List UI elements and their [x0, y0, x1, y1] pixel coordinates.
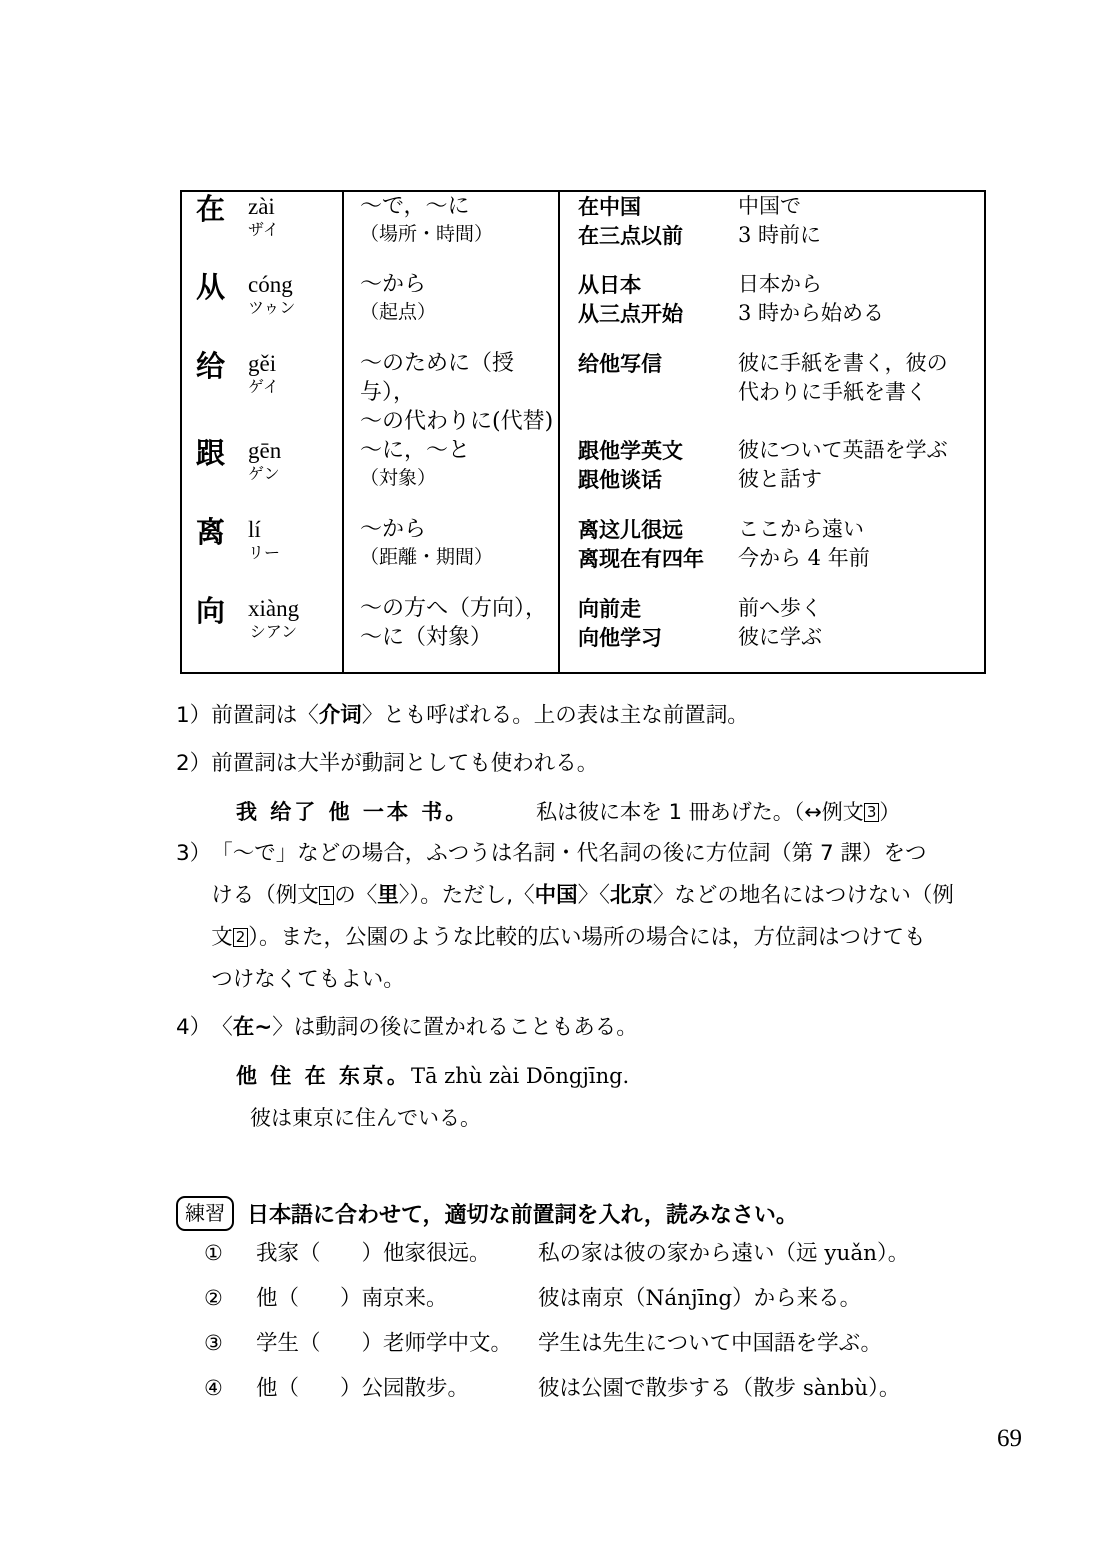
example-japanese: 彼について英語を学ぶ — [738, 438, 948, 462]
note-text — [211, 833, 988, 1001]
hanzi-character: 离 — [196, 515, 226, 549]
example-japanese: 3 時前に — [738, 223, 822, 247]
note-line: つけなくてもよい。 — [211, 967, 405, 992]
note-line: 文 2 ）。また，公園のような比較的広い場所の場合には，方位詞はつけても — [211, 925, 926, 950]
example-chinese: 给他写信 — [578, 351, 662, 376]
preposition-table — [180, 190, 986, 674]
question-after-blank: ）南京来。 — [340, 1286, 448, 1311]
table-cell-examples — [559, 515, 985, 594]
question-before-blank: 他（ — [256, 1376, 300, 1401]
table-cell-headword — [181, 191, 343, 270]
note-text-emphasis: 在~ — [232, 1015, 273, 1040]
question-before-blank: 他（ — [256, 1286, 300, 1311]
pinyin-text: xiàng — [248, 596, 300, 621]
example-chinese-sentence: 他 住 在 东京。 — [236, 1063, 411, 1088]
example-chinese: 跟他学英文 — [578, 438, 683, 463]
exercise-item-number: ① — [204, 1241, 223, 1265]
note-item-3 — [176, 833, 988, 1001]
example-pair — [560, 192, 984, 221]
exercise-item — [176, 1321, 988, 1366]
note-text — [211, 743, 988, 785]
meaning-sub: （対象） — [360, 467, 437, 489]
note-number: 4） — [176, 1015, 212, 1040]
katakana-text: ザイ — [248, 220, 279, 239]
example-chinese: 向他学习 — [578, 625, 662, 650]
pinyin-text: zài — [248, 194, 275, 219]
boxed-reference-number: 1 — [319, 886, 335, 905]
table-row — [181, 191, 985, 270]
example-pair — [560, 544, 984, 573]
note-text — [211, 1007, 988, 1049]
table-row — [181, 594, 985, 673]
note-line: 「〜で」などの場合，ふつうは名詞・代名詞の後に方位詞（第 7 課）をつ — [211, 841, 927, 866]
exercise-item — [176, 1276, 988, 1321]
exercise-question — [256, 1366, 538, 1411]
example-pair — [560, 594, 984, 623]
example-pair — [560, 465, 984, 494]
example-chinese: 从三点开始 — [578, 301, 683, 326]
example-japanese: 彼と話す — [738, 467, 822, 491]
hanzi-character: 在 — [196, 192, 226, 226]
example-pair — [560, 623, 984, 652]
example-chinese: 从日本 — [578, 272, 641, 297]
table-cell-examples — [559, 436, 985, 515]
translation-tail: ） — [879, 800, 901, 824]
question-before-blank: 学生（ — [256, 1331, 321, 1356]
table-cell-examples — [559, 270, 985, 349]
table-cell-headword — [181, 594, 343, 673]
exercise-item — [176, 1231, 988, 1276]
example-chinese: 向前走 — [578, 596, 641, 621]
answer-blank[interactable] — [299, 1366, 340, 1411]
note-text-part: 〉は動詞の後に置かれることもある。 — [272, 1015, 638, 1040]
note-4-example-translation: 彼は東京に住んでいる。 — [250, 1106, 481, 1130]
katakana-text: ゲン — [248, 464, 280, 483]
pinyin-text: cóng — [248, 272, 293, 297]
example-pair — [560, 515, 984, 544]
meaning-main: 〜の方へ（方向）， — [360, 596, 548, 621]
katakana-text: シアン — [249, 622, 298, 641]
example-japanese: 前へ歩く — [738, 596, 822, 620]
exercise-item-number: ③ — [204, 1331, 223, 1355]
example-chinese: 离现在有四年 — [578, 546, 704, 571]
exercise-question — [256, 1321, 538, 1366]
meaning-sub: （起点） — [360, 301, 437, 323]
exercise-translation: 学生は先生について中国語を学ぶ。 — [538, 1331, 883, 1356]
note-line: ける（例文 1 の〈里〉）。ただし,〈中国〉〈北京〉などの地名にはつけない（例 — [211, 883, 954, 908]
exercise-item-number: ② — [204, 1286, 223, 1310]
note-number: 3） — [176, 841, 212, 866]
note-item-1 — [176, 695, 988, 737]
meaning-sub: 〜に（対象） — [360, 625, 493, 650]
hanzi-character: 给 — [196, 349, 226, 383]
example-japanese: 中国で — [738, 194, 801, 218]
table-cell-meaning — [343, 270, 559, 349]
example-japanese: ここから遠い — [738, 517, 864, 541]
table-cell-meaning — [343, 515, 559, 594]
note-text-emphasis: 中国 — [534, 883, 578, 908]
example-japanese: 今から 4 年前 — [738, 546, 870, 570]
meaning-main: 〜から — [360, 272, 427, 297]
table-cell-examples — [559, 349, 985, 436]
table-cell-meaning — [343, 436, 559, 515]
table-row — [181, 515, 985, 594]
answer-blank[interactable] — [321, 1231, 362, 1276]
exercise-question — [256, 1276, 538, 1321]
example-japanese-translation — [536, 791, 988, 833]
note-text-part: 〉とも呼ばれる。上の表は主な前置詞。 — [361, 703, 749, 728]
example-pair — [560, 270, 984, 299]
note-text-part: 前置詞は大半が動詞としても使われる。 — [211, 751, 599, 776]
example-chinese-sentence: 我 给了 他 一本 书。 — [236, 799, 470, 824]
katakana-text: ツゥン — [248, 298, 296, 317]
note-text-emphasis: 介词 — [318, 703, 362, 728]
note-item-2 — [176, 743, 988, 785]
table-row — [181, 436, 985, 515]
example-japanese-continuation: 代わりに手紙を書く — [738, 380, 927, 404]
katakana-text: ゲイ — [248, 377, 279, 396]
table-cell-headword — [181, 515, 343, 594]
translation-text: 私は彼に本を 1 冊あげた。（↔例文 — [536, 800, 864, 824]
answer-blank[interactable] — [321, 1321, 362, 1366]
note-text — [211, 695, 988, 737]
pinyin-text: gěi — [248, 351, 277, 376]
note-2-example — [176, 791, 988, 833]
table-row — [181, 349, 985, 436]
example-pair — [560, 349, 984, 378]
meaning-sub: （距離・期間） — [360, 546, 494, 568]
note-number: 2） — [176, 751, 212, 776]
exercise-badge: 練習 — [176, 1196, 234, 1231]
note-4-example-sentence — [176, 1055, 988, 1097]
exercise-section — [176, 1196, 988, 1411]
note-text-emphasis: 里 — [377, 883, 399, 908]
meaning-main: 〜のために（授与）， — [360, 351, 515, 405]
meaning-sub: （場所・時間） — [360, 223, 494, 245]
example-pair — [560, 436, 984, 465]
example-japanese: 3 時から始める — [738, 301, 885, 325]
note-text-emphasis: 北京 — [609, 883, 653, 908]
example-chinese: 在三点以前 — [578, 223, 683, 248]
exercise-translation: 彼は南京（Nánjīng）から来る。 — [538, 1286, 862, 1311]
table-cell-meaning — [343, 594, 559, 673]
notes-section — [176, 695, 988, 1139]
question-before-blank: 我家（ — [256, 1241, 321, 1266]
exercise-translation: 彼は公園で散歩する（散步 sànbù）。 — [538, 1376, 901, 1401]
example-chinese: 离这儿很远 — [578, 517, 683, 542]
table-cell-headword — [181, 270, 343, 349]
example-chinese: 在中国 — [578, 194, 641, 219]
pinyin-text: lí — [248, 517, 261, 542]
note-number: 1） — [176, 703, 212, 728]
table-cell-meaning — [343, 191, 559, 270]
boxed-reference-number: 3 — [864, 803, 880, 822]
meaning-main: 〜に，〜と — [360, 438, 471, 463]
table-cell-examples — [559, 191, 985, 270]
exercise-item — [176, 1366, 988, 1411]
example-pinyin: Tā zhù zài Dōngjīng. — [410, 1064, 630, 1088]
note-text-part: 〈 — [211, 1015, 233, 1040]
table-cell-meaning — [343, 349, 559, 436]
answer-blank[interactable] — [299, 1276, 340, 1321]
table-row — [181, 270, 985, 349]
example-japanese: 彼に手紙を書く，彼の — [738, 351, 948, 375]
exercise-item-number: ④ — [204, 1376, 223, 1400]
table-cell-examples — [559, 594, 985, 673]
note-text-part: 前置詞は〈 — [211, 703, 319, 728]
exercise-translation: 私の家は彼の家から遠い（远 yuǎn）。 — [538, 1241, 910, 1266]
hanzi-character: 向 — [196, 594, 226, 628]
table-cell-headword — [181, 436, 343, 515]
example-pair — [560, 221, 984, 250]
meaning-sub: 〜の代わりに(代替) — [360, 409, 554, 434]
exercise-title: 日本語に合わせて，適切な前置詞を入れ，読みなさい。 — [247, 1203, 798, 1228]
meaning-main: 〜で，〜に — [360, 194, 470, 219]
question-after-blank: ）老师学中文。 — [361, 1331, 513, 1356]
pinyin-text: gēn — [248, 438, 282, 463]
exercise-question — [256, 1231, 538, 1276]
example-chinese: 跟他谈话 — [578, 467, 662, 492]
page-number: 69 — [997, 1425, 1022, 1452]
meaning-main: 〜から — [360, 517, 427, 542]
question-after-blank: ）他家很远。 — [361, 1241, 491, 1266]
example-japanese: 彼に学ぶ — [738, 625, 822, 649]
example-japanese: 日本から — [738, 272, 822, 296]
katakana-text: リー — [248, 543, 281, 562]
hanzi-character: 从 — [196, 270, 226, 304]
hanzi-character: 跟 — [196, 436, 226, 470]
exercise-header — [176, 1196, 988, 1231]
question-after-blank: ）公园散步。 — [340, 1376, 470, 1401]
note-item-4 — [176, 1007, 988, 1049]
boxed-reference-number: 2 — [233, 928, 249, 947]
table-cell-headword — [181, 349, 343, 436]
example-pair — [560, 299, 984, 328]
